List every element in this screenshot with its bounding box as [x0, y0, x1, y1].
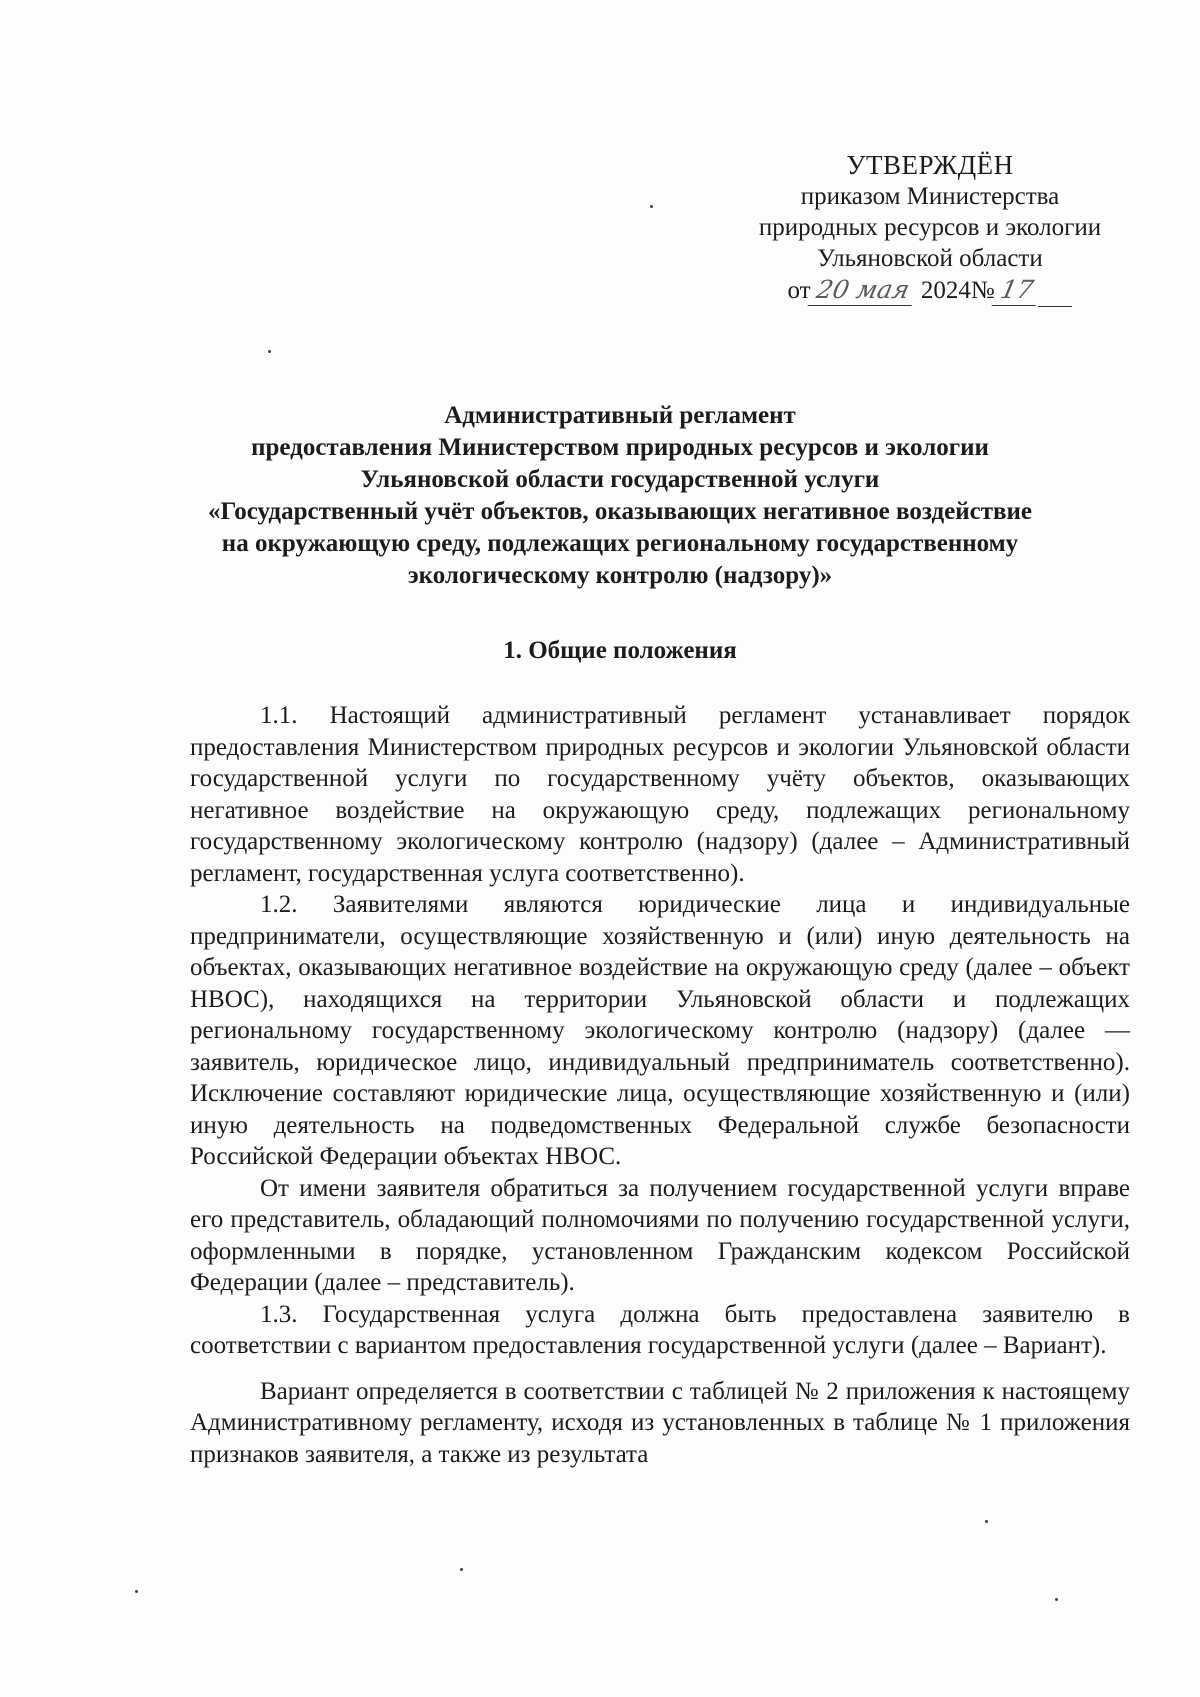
- title-line-5: на окружающую среду, подлежащих региональному государственному: [221, 530, 1019, 557]
- section-heading: 1. Общие положения: [503, 637, 737, 664]
- approval-line-3: Ульяновской области: [817, 245, 1043, 272]
- document-title: [180, 400, 1060, 592]
- title-line-1: Административный регламент: [444, 402, 796, 429]
- approval-stamp-block: [720, 150, 1140, 307]
- scan-speck: [268, 350, 271, 353]
- section-body: [190, 700, 1130, 1470]
- date-prefix: от: [787, 277, 811, 304]
- title-line-2: предоставления Министерством природных ресурсов и экологии: [251, 434, 989, 461]
- approved-heading: УТВЕРЖДЁН: [846, 150, 1014, 180]
- number-sign: №: [970, 277, 995, 304]
- title-line-3: Ульяновской области государственной услуги: [360, 466, 880, 493]
- paragraph-1-3: 1.3. Государственная услуга должна быть предоставлена заявителю в соответствии с вариантом предоставления государственной услуги (далее – Вариант).: [190, 1300, 1130, 1359]
- handwritten-date: 20 мая: [807, 274, 918, 306]
- paragraph-variant: Вариант определяется в соответствии с таблицей № 2 приложения к настоящему Административному регламенту, исходя из установленных в таблице № 1 приложения признаков заявителя, а также из результата: [190, 1377, 1130, 1468]
- scan-speck: [460, 1568, 463, 1571]
- approval-line-1: приказом Министерства: [800, 183, 1060, 210]
- scan-speck: [1055, 1598, 1058, 1601]
- title-line-6: экологическому контролю (надзору)»: [407, 562, 833, 589]
- scan-speck: [135, 1590, 138, 1593]
- paragraph-representative: От имени заявителя обратиться за получением государственной услуги вправе его представитель, обладающий полномочиями по получению государственной услуги, оформленными в порядке, установленном Гражданским кодексом Российской Федерации (далее – представитель).: [190, 1174, 1130, 1296]
- scan-speck: [650, 205, 653, 208]
- approval-date-line: [788, 274, 1073, 307]
- paragraph-1-2: 1.2. Заявителями являются юридические лица и индивидуальные предприниматели, осуществляющие хозяйственную и (или) иную деятельность на объектах, оказывающих негативное воздействие на окружающую среду (далее – объект НВОС), находящихся на территории Ульяновской области и подлежащих региональному государственному экологическому контролю (надзору) (далее — заявитель, юридическое лицо, индивидуальный предприниматель соответственно). Исключение составляют юридические лица, осуществляющие хозяйственную и (или) иную деятельность на подведомственных Федеральной службе безопасности Российской Федерации объектах НВОС.: [190, 891, 1130, 1170]
- approval-year: 2024: [920, 277, 971, 304]
- handwritten-number: 17: [991, 274, 1042, 306]
- title-line-4: «Государственный учёт объектов, оказывающих негативное воздействие: [208, 498, 1032, 525]
- number-underline: [1038, 275, 1072, 307]
- scan-speck: [985, 1520, 988, 1523]
- paragraph-1-1: 1.1. Настоящий административный регламент устанавливает порядок предоставления Министерством природных ресурсов и экологии Ульяновской области государственной услуги по государственному учёту объектов, оказывающих негативное воздействие на окружающую среду, подлежащих региональному государственному экологическому контролю (надзору) (далее – Административный регламент, государственная услуга соответственно).: [190, 702, 1130, 887]
- approval-line-2: природных ресурсов и экологии: [758, 214, 1102, 241]
